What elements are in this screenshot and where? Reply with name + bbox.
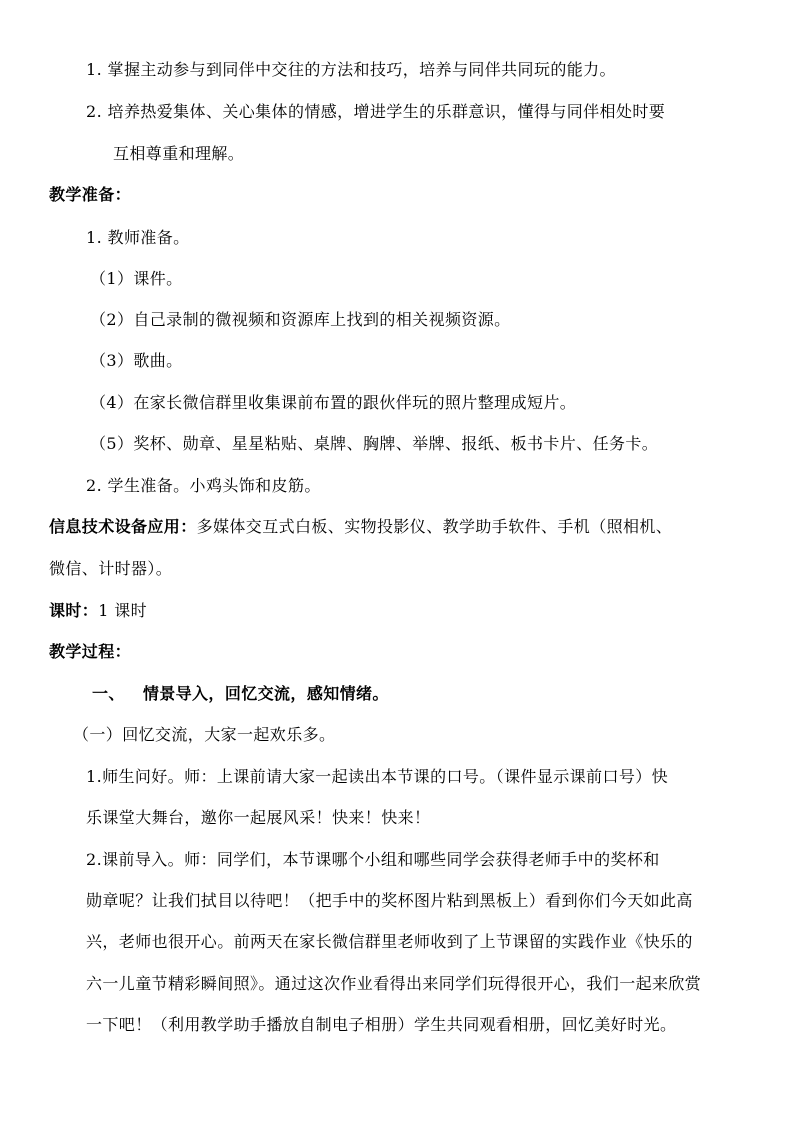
subsection-1-heading: （一）回忆交流，大家一起欢乐多。 (73, 725, 336, 744)
teacher-preparation: 1. 教师准备。 (86, 228, 190, 247)
section-1-heading (92, 684, 389, 704)
paragraph-2-line-4: 六一儿童节精彩瞬间照》。通过这次作业看得出来同学们玩得很开心，我们一起来欣赏 (86, 974, 702, 993)
paragraph-2-line-2: 勋章呢？让我们拭目以待吧！（把手中的奖杯图片粘到黑板上）看到你们今天如此高 (86, 891, 693, 910)
duration-value: 1 课时 (98, 601, 148, 620)
objective-item-2-line-2: 互相尊重和理解。 (113, 144, 245, 163)
paragraph-2-line-5: 一下吧！（利用教学助手播放自制电子相册）学生共同观看相册，回忆美好时光。 (86, 1015, 677, 1034)
equipment-text: 多媒体交互式白板、实物投影仪、教学助手软件、手机（照相机、 (196, 517, 673, 536)
student-preparation: 2. 学生准备。小鸡头饰和皮筋。 (86, 476, 321, 495)
paragraph-2-line-1: 2.课前导入。师：同学们，本节课哪个小组和哪些同学会获得老师手中的奖杯和 (86, 850, 660, 869)
preparation-heading: 教学准备： (49, 185, 132, 204)
preparation-item-2: （2）自己录制的微视频和资源库上找到的相关视频资源。 (90, 310, 511, 329)
equipment-label: 信息技术设备应用： (49, 517, 197, 536)
preparation-item-1: （1）课件。 (90, 269, 183, 288)
paragraph-1-line-2: 乐课堂大舞台，邀你一起展风采！快来！快来！ (86, 808, 431, 827)
objective-item-1: 1. 掌握主动参与到同伴中交往的方法和技巧，培养与同伴共同玩的能力。 (86, 60, 616, 79)
section-1-title: 情景导入，回忆交流，感知情绪。 (142, 684, 389, 703)
duration-label: 课时： (49, 601, 99, 620)
paragraph-1-line-1: 1.师生问好。师：上课前请大家一起读出本节课的口号。（课件显示课前口号）快 (86, 767, 669, 786)
section-1-number: 一、 (92, 684, 125, 703)
preparation-item-4: （4）在家长微信群里收集课前布置的跟伙伴玩的照片整理成短片。 (90, 393, 577, 412)
equipment-line-1 (49, 517, 672, 537)
duration-line (49, 601, 147, 621)
equipment-line-2: 微信、计时器）。 (49, 559, 173, 578)
objective-item-2-line-1: 2. 培养热爱集体、关心集体的情感，增进学生的乐群意识，懂得与同伴相处时要 (86, 102, 666, 121)
paragraph-2-line-3: 兴，老师也很开心。前两天在家长微信群里老师收到了上节课留的实践作业《快乐的 (86, 932, 693, 951)
preparation-item-3: （3）歌曲。 (90, 351, 183, 370)
process-heading: 教学过程： (49, 642, 132, 661)
preparation-item-5: （5）奖杯、勋章、星星粘贴、桌牌、胸牌、举牌、报纸、板书卡片、任务卡。 (90, 434, 659, 453)
